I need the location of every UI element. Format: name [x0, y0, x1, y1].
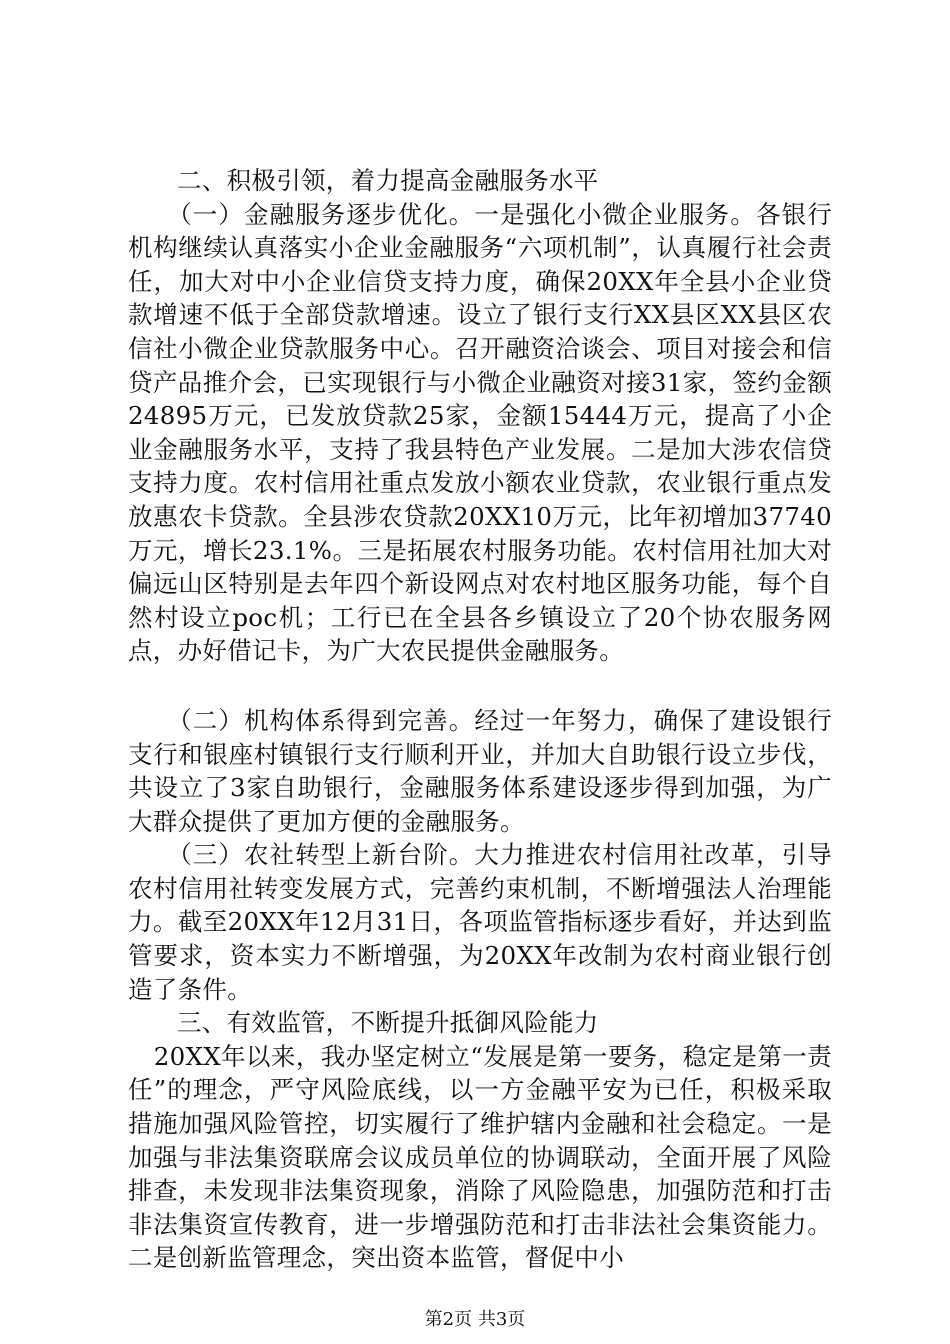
paragraph-risk-supervision: 20XX年以来，我办坚定树立“发展是第一要务，稳定是第一责任”的理念，严守风险底线，以一方金融平安为已任，积极采取措施加强风险管控，切实履行了维护辖内金融和社会稳定。一是加强与非法集资联席会议成员单位的协调联动，全面开展了风险排查，未发现非法集资现象，消除了风险隐患，加强防范和打击非法集资宣传教育，进一步增强防范和打击非法社会集资能力。二是创新监管理念，突出资本监管，督促中小 — [128, 1041, 833, 1273]
section-heading-3: 三、有效监管，不断提升抵御风险能力 — [177, 1008, 599, 1038]
paragraph-gap — [128, 668, 832, 704]
paragraph-credit-union-reform: （三）农社转型上新台阶。大力推进农村信用社改革，引导农村信用社转变发展方式，完善约束机制，不断增强法人治理能力。截至20XX年12月31日，各项监管指标逐步看好，并达到监管要求，资本实力不断增强，为20XX年改制为农村商业银行创造了条件。 — [128, 840, 832, 1004]
paragraph-financial-services: （一）金融服务逐步优化。一是强化小微企业服务。各银行机构继续认真落实小企业金融服务“六项机制”，认真履行社会责任，加大对中小企业信贷支持力度，确保20XX年全县小企业贷款增速不低于全部贷款增速。设立了银行支行XX县区XX县区农信社小微企业贷款服务中心。召开融资洽谈会、项目对接会和信贷产品推介会，已实现银行与小微企业融资对接31家，签约金额24895万元，已发放贷款25家，金额15444万元，提高了小企业金融服务水平，支持了我县特色产业发展。二是加大涉农信贷支持力度。农村信用社重点发放小额农业贷款，农业银行重点发放惠农卡贷款。全县涉农贷款20XX10万元，比年初增加37740万元，增长23.1%。三是拓展农村服务功能。农村信用社加大对偏远山区特别是去年四个新设网点对农村地区服务功能，每个自然村设立poc机；工行已在全县各乡镇设立了20个协农服务网点，办好借记卡，为广大农民提供金融服务。 — [128, 199, 832, 666]
section-heading-2: 二、积极引领，着力提高金融服务水平 — [177, 166, 599, 195]
document-body — [128, 164, 832, 1275]
paragraph-institution-system: （二）机构体系得到完善。经过一年努力，确保了建设银行支行和银座村镇银行支行顺利开业，并加大自助银行设立步伐，共设立了3家自助银行，金融服务体系建设逐步得到加强，为广大群众提供了更加方便的金融服务。 — [128, 705, 832, 836]
page-number-footer: 第2页 共3页 — [424, 1309, 526, 1330]
